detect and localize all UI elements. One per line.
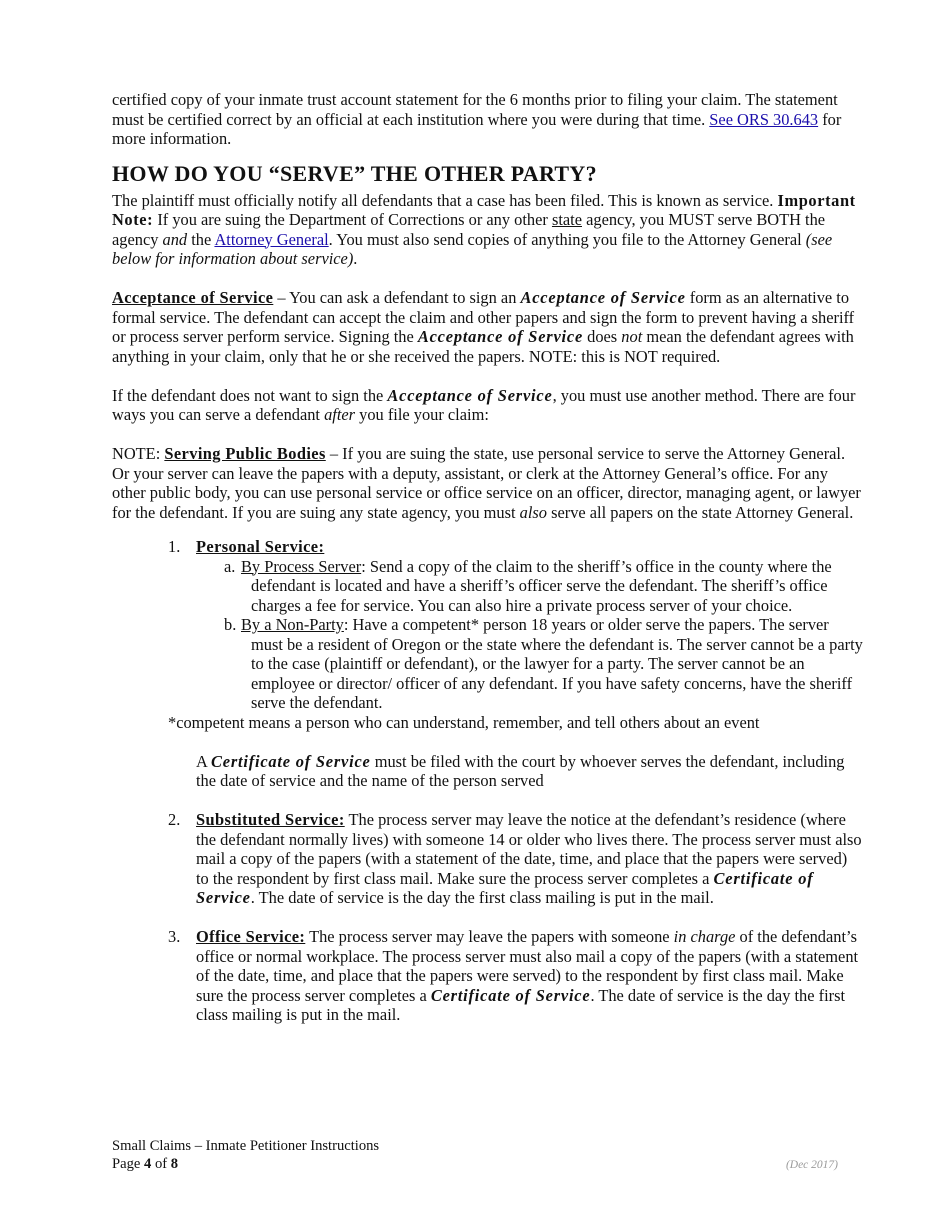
acceptance-term: Acceptance of Service xyxy=(417,327,584,346)
intro-text: certified copy of your inmate trust account statement for the 6 months prior to filing your claim. The statement must be certified correct by an official at each institution where you were during that time. xyxy=(112,90,838,129)
personal-service-label: Personal Service: xyxy=(196,537,325,556)
public-bodies-label: Serving Public Bodies xyxy=(164,444,326,463)
document-body xyxy=(112,90,864,1025)
of-word: of xyxy=(151,1156,171,1172)
acceptance-text-3: does xyxy=(583,327,622,346)
ors-link[interactable]: See ORS 30.643 xyxy=(709,109,819,129)
office-text-1: The process server may leave the papers with someone xyxy=(305,927,674,946)
process-server-text: : Send a copy of the claim to the sheriff’s office in the county where the defendant is located and have a sheriff’s officer serve the defendant. The sheriff’s office charges a fee for service. You can also hire a private process server of your choice. xyxy=(251,556,832,615)
list-item-office-service xyxy=(112,927,864,1025)
methods-text-2: , you must use another method. There are four ways you can serve a defendant xyxy=(112,385,856,424)
serve-intro-text-6: . xyxy=(353,249,358,268)
revision-date: (Dec 2017) xyxy=(785,1159,838,1171)
process-server-label: By Process Server xyxy=(241,556,362,576)
acceptance-text-2: form as an alternative to formal service. The defendant can accept the claim and other papers and sign the form to prevent having a sheriff or process server perform service. Signing the xyxy=(112,288,855,346)
note-prefix: NOTE: xyxy=(112,444,165,463)
after-word: after xyxy=(324,405,356,424)
spacer xyxy=(112,425,864,445)
spacer xyxy=(112,366,864,386)
cert-text: must be filed with the court by whoever serves the defendant, including the date of service and the name of the person served xyxy=(196,751,845,790)
service-info-note: (see below for information about service) xyxy=(112,229,833,268)
attorney-general-link[interactable]: Attorney General xyxy=(214,229,329,249)
cert-prefix: A xyxy=(196,751,212,771)
spacer xyxy=(112,791,864,811)
public-bodies-paragraph xyxy=(112,444,864,522)
substituted-service-label: Substituted Service: xyxy=(196,810,345,829)
state-word: state xyxy=(551,210,582,229)
and-word: and xyxy=(162,229,188,249)
also-word: also xyxy=(519,502,547,522)
certificate-note xyxy=(112,752,864,791)
serve-intro-text-2: If you are suing the Department of Corrections or any other xyxy=(153,210,552,229)
public-bodies-text-1: – If you are suing the state, use personal service to serve the Attorney General. Or your server can leave the papers with a deputy, assistant, or clerk at the Attorney General’s office. For any other public body, you can use personal service or office service on an officer, director, managing agent, or lawyer for the defendant. If you are suing any state agency, you must xyxy=(112,444,861,522)
serve-intro-text: The plaintiff must officially notify all defendants that a case has been filed. This is known as service. xyxy=(112,190,778,210)
acceptance-term: Acceptance of Service xyxy=(387,385,553,405)
intro-text-end: for more information. xyxy=(112,109,842,148)
list-item-substituted-service xyxy=(112,810,864,908)
acceptance-term: Acceptance of Service xyxy=(520,288,686,307)
section-heading: HOW DO YOU “SERVE” THE OTHER PARTY? xyxy=(112,160,597,186)
list-number: 2. xyxy=(168,810,181,829)
serve-intro-paragraph xyxy=(112,191,864,269)
page-word: Page xyxy=(112,1156,145,1172)
acceptance-label: Acceptance of Service xyxy=(112,288,274,307)
spacer xyxy=(112,522,864,537)
substituted-text-2: . The date of service is the day the first class mailing is put in the mail. xyxy=(250,888,714,907)
page-total: 8 xyxy=(170,1156,179,1172)
office-text-3: . The date of service is the day the first class mailing is put in the mail. xyxy=(196,985,846,1024)
serve-intro-text-5: . You must also send copies of anything you file to the Attorney General xyxy=(328,229,806,249)
office-service-label: Office Service: xyxy=(196,927,306,946)
certificate-term: Certificate of Service xyxy=(430,985,591,1005)
non-party-label: By a Non-Party xyxy=(241,615,344,634)
page-number: 4 xyxy=(144,1156,152,1172)
page-footer xyxy=(112,1137,838,1173)
list-item-personal-service xyxy=(112,537,864,557)
office-text-2: of the defendant’s office or normal workplace. The process server must also mail a copy of the papers (with a statement of the date, time, and place that the papers were served) to the respondent by first class mail. Make sure the process server completes a xyxy=(196,927,859,1005)
list-number: 3. xyxy=(168,927,181,946)
page-counter xyxy=(112,1155,838,1173)
methods-intro-paragraph xyxy=(112,386,864,425)
subitem-non-party xyxy=(112,615,864,713)
spacer xyxy=(112,269,864,289)
certificate-term: Certificate of Service xyxy=(196,868,814,907)
serve-intro-text-3: agency, you MUST serve BOTH the agency xyxy=(112,210,826,249)
list-letter: b. xyxy=(224,615,237,634)
competent-footnote: *competent means a person who can understand, remember, and tell others about an event xyxy=(168,712,760,732)
methods-text-1: If the defendant does not want to sign the xyxy=(112,385,388,405)
in-charge-phrase: in charge xyxy=(673,927,736,946)
acceptance-text-4: mean the defendant agrees with anything in your claim, only that he or she received the papers. NOTE: this is NOT required. xyxy=(112,327,854,366)
acceptance-paragraph xyxy=(112,288,864,366)
subitem-process-server xyxy=(112,557,864,616)
serve-intro-text-4: the xyxy=(187,229,215,249)
footer-title: Small Claims – Inmate Petitioner Instructions xyxy=(112,1138,380,1154)
methods-text-3: you file your claim: xyxy=(355,405,489,424)
spacer xyxy=(112,732,864,752)
list-letter: a. xyxy=(224,556,236,576)
intro-paragraph xyxy=(112,90,864,149)
acceptance-text-1: – You can ask a defendant to sign an xyxy=(273,288,521,307)
public-bodies-text-2: serve all papers on the state Attorney General. xyxy=(547,502,854,522)
important-note-label: Important Note: xyxy=(112,190,856,229)
list-number: 1. xyxy=(168,537,181,556)
certificate-term: Certificate of Service xyxy=(211,751,371,771)
non-party-text: : Have a competent* person 18 years or older serve the papers. The server must be a resident of Oregon or the state where the defendant is. The server cannot be a party to the case (plaintiff or defendant), or the lawyer for a party. The server cannot be an employee or director/ officer of any defendant. If you have safety concerns, have the sheriff serve the defendant. xyxy=(251,615,863,712)
not-word: not xyxy=(621,327,643,346)
spacer xyxy=(112,908,864,928)
substituted-text-1: The process server may leave the notice at the defendant’s residence (where the defendant normally lives) with someone 14 or older who lives there. The process server must also mail a copy of the papers (with a statement of the date, time, and place that the papers were served) to the respondent by first class mail. Make sure the process server completes a xyxy=(196,810,862,888)
